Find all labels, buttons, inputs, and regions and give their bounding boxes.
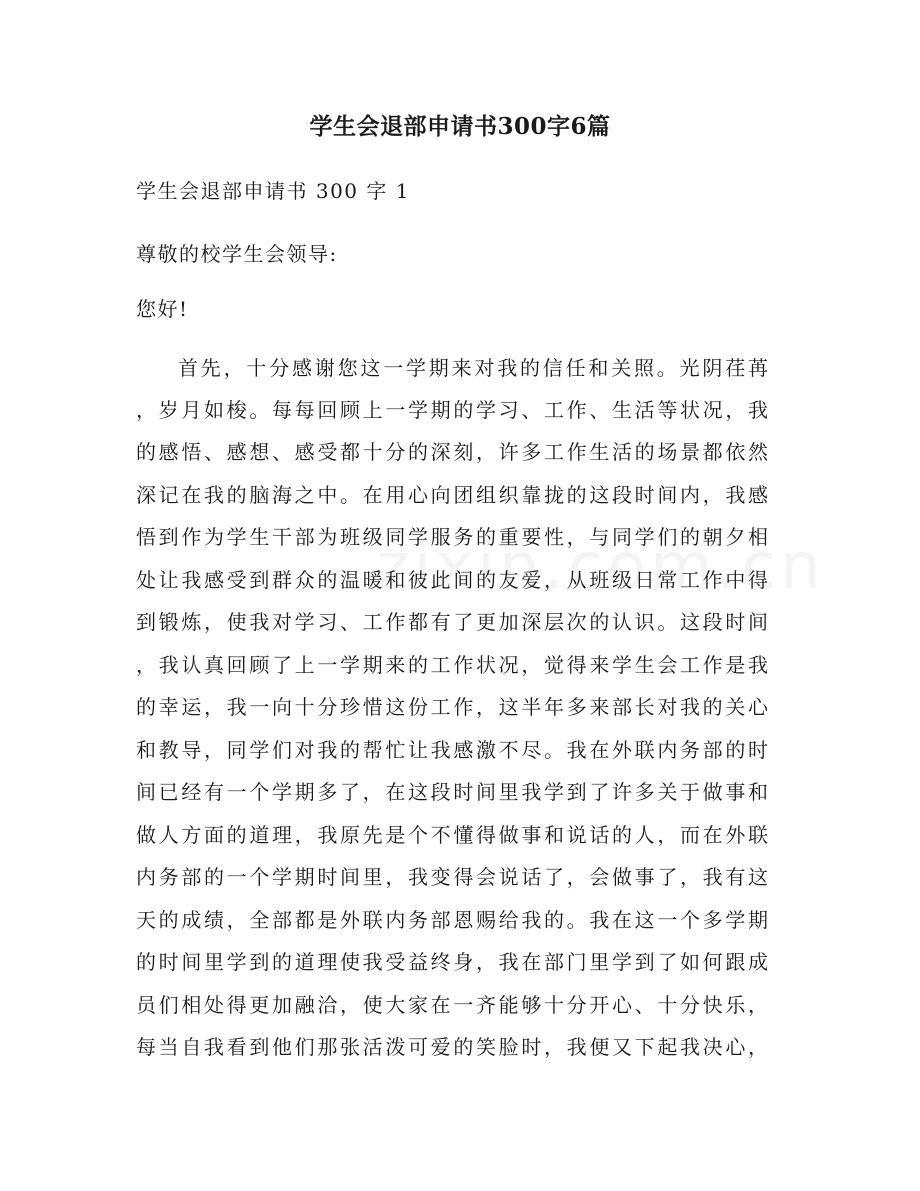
paragraph-line: 的幸运，我一向十分珍惜这份工作，这半年多来部长对我的关心 (136, 695, 768, 719)
paragraph-line: 首先，十分感谢您这一学期来对我的信任和关照。光阴荏苒 (178, 356, 768, 380)
paragraph-line: 内务部的一个学期时间里，我变得会说话了，会做事了，我有这 (136, 865, 768, 889)
paragraph-line: 处让我感受到群众的温暖和彼此间的友爱，从班级日常工作中得 (136, 568, 768, 592)
page-title: 学生会退部申请书300字6篇 (309, 113, 611, 140)
paragraph-line: ，我认真回顾了上一学期来的工作状况，觉得来学生会工作是我 (136, 653, 768, 677)
paragraph-line: 深记在我的脑海之中。在用心向团组织靠拢的这段时间内，我感 (136, 483, 768, 507)
paragraph-line: ，岁月如梭。每每回顾上一学期的学习、工作、生活等状况，我 (136, 398, 768, 422)
paragraph-line: 员们相处得更加融洽，使大家在一齐能够十分开心、十分快乐， (136, 993, 768, 1017)
paragraph-line: 天的成绩，全部都是外联内务部恩赐给我的。我在这一个多学期 (136, 908, 768, 932)
paragraph-line: 和教导，同学们对我的帮忙让我感激不尽。我在外联内务部的时 (136, 738, 768, 762)
paragraph-line: 到锻炼，使我对学习、工作都有了更加深层次的认识。这段时间 (136, 610, 768, 634)
paragraph-line: 悟到作为学生干部为班级同学服务的重要性，与同学们的朝夕相 (136, 525, 768, 549)
salutation: 尊敬的校学生会领导: (136, 242, 338, 266)
paragraph-line: 每当自我看到他们那张活泼可爱的笑脸时，我便又下起我决心， (136, 1035, 768, 1059)
section-heading: 学生会退部申请书 300 字 1 (136, 179, 410, 203)
greeting: 您好! (136, 297, 189, 321)
paragraph-line: 间已经有一个学期多了，在这段时间里我学到了许多关于做事和 (136, 780, 768, 804)
paragraph-line: 做人方面的道理，我原先是个不懂得做事和说话的人，而在外联 (136, 823, 768, 847)
paragraph-line: 的时间里学到的道理使我受益终身，我在部门里学到了如何跟成 (136, 950, 768, 974)
paragraph-line: 的感悟、感想、感受都十分的深刻，许多工作生活的场景都依然 (136, 440, 768, 464)
